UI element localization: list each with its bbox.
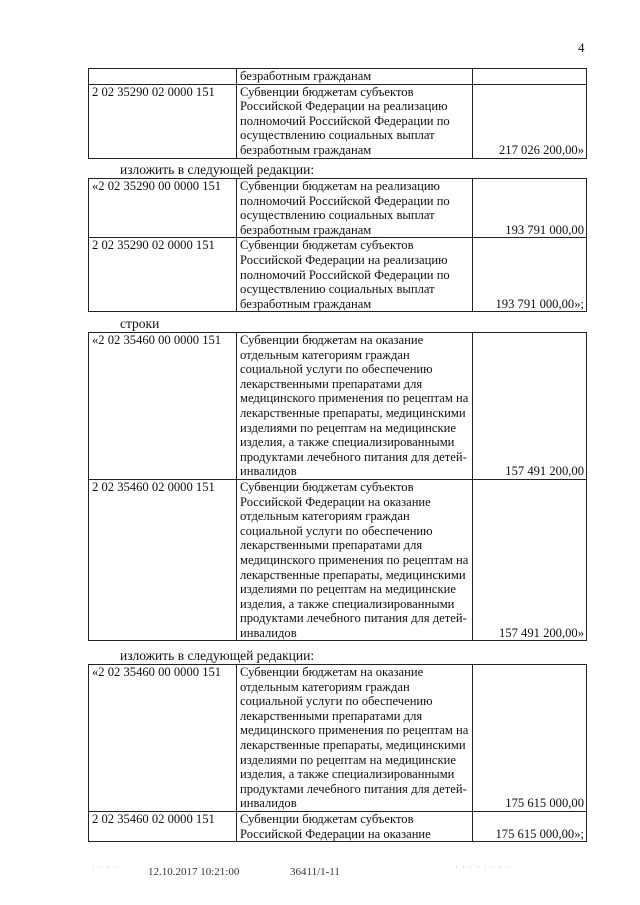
table-row [89, 333, 587, 480]
budget-amount: 175 615 000,00»; [473, 811, 587, 841]
budget-description: Субвенции бюджетам на реализацию полномочий Российской Федерации по осуществлению социальных выплат безработным гражданам [237, 179, 473, 238]
budget-description: безработным гражданам [237, 69, 473, 85]
budget-amount: 193 791 000,00»; [473, 238, 587, 312]
budget-code: 2 02 35460 02 0000 151 [89, 479, 237, 641]
budget-code: 2 02 35290 02 0000 151 [89, 238, 237, 312]
budget-code: «2 02 35290 00 0000 151 [89, 179, 237, 238]
table-row [89, 479, 587, 641]
page-number: 4 [578, 40, 585, 55]
budget-description: Субвенции бюджетам на оказание отдельным категориям граждан социальной услуги по обеспечению лекарственными препаратами для медицинского применения по рецептам на лекарственные препараты, медицинскими изделиями по рецептам на медицинские изделия, а также специализированными продуктами лечебного питания для детей-инвалидов [237, 665, 473, 812]
budget-description: Субвенции бюджетам на оказание отдельным категориям граждан социальной услуги по обеспечению лекарственными препаратами для медицинского применения по рецептам на лекарственные препараты, медицинскими изделиями по рецептам на медицинские изделия, а также специализированными продуктами лечебного питания для детей-инвалидов [237, 333, 473, 480]
budget-amount: 217 026 200,00» [473, 84, 587, 158]
budget-amount [473, 69, 587, 85]
budget-code [89, 69, 237, 85]
section-caption: строки [120, 316, 160, 331]
scan-noise: · · · · [92, 862, 118, 872]
budget-amount: 175 615 000,00 [473, 665, 587, 812]
footer-doc-id: 36411/1-11 [290, 866, 340, 878]
budget-code: «2 02 35460 00 0000 151 [89, 333, 237, 480]
budget-table-2 [88, 178, 587, 312]
table-row [89, 238, 587, 312]
scan-noise: · · · · · · · · [455, 862, 510, 872]
budget-table-4 [88, 664, 587, 842]
budget-code: 2 02 35290 02 0000 151 [89, 84, 237, 158]
budget-description: Субвенции бюджетам субъектов Российской Федерации на оказание [237, 811, 473, 841]
budget-table-3 [88, 332, 587, 641]
budget-amount: 157 491 200,00» [473, 479, 587, 641]
table-row [89, 665, 587, 812]
budget-amount: 193 791 000,00 [473, 179, 587, 238]
budget-code: «2 02 35460 00 0000 151 [89, 665, 237, 812]
footer-datetime: 12.10.2017 10:21:00 [148, 866, 240, 878]
section-caption: изложить в следующей редакции: [120, 162, 315, 177]
budget-description: Субвенции бюджетам субъектов Российской Федерации на оказание отдельным категориям граждан социальной услуги по обеспечению лекарственными препаратами для медицинского применения по рецептам на лекарственные препараты, медицинскими изделиями по рецептам на медицинские изделия, а также специализированными продуктами лечебного питания для детей-инвалидов [237, 479, 473, 641]
budget-table-1 [88, 68, 587, 159]
table-row [89, 84, 587, 158]
budget-description: Субвенции бюджетам субъектов Российской Федерации на реализацию полномочий Российской Федерации по осуществлению социальных выплат безработным гражданам [237, 238, 473, 312]
budget-amount: 157 491 200,00 [473, 333, 587, 480]
table-row [89, 811, 587, 841]
table-row [89, 179, 587, 238]
budget-code: 2 02 35460 02 0000 151 [89, 811, 237, 841]
section-caption: изложить в следующей редакции: [120, 648, 315, 663]
budget-description: Субвенции бюджетам субъектов Российской Федерации на реализацию полномочий Российской Федерации по осуществлению социальных выплат безработным гражданам [237, 84, 473, 158]
table-row [89, 69, 587, 85]
